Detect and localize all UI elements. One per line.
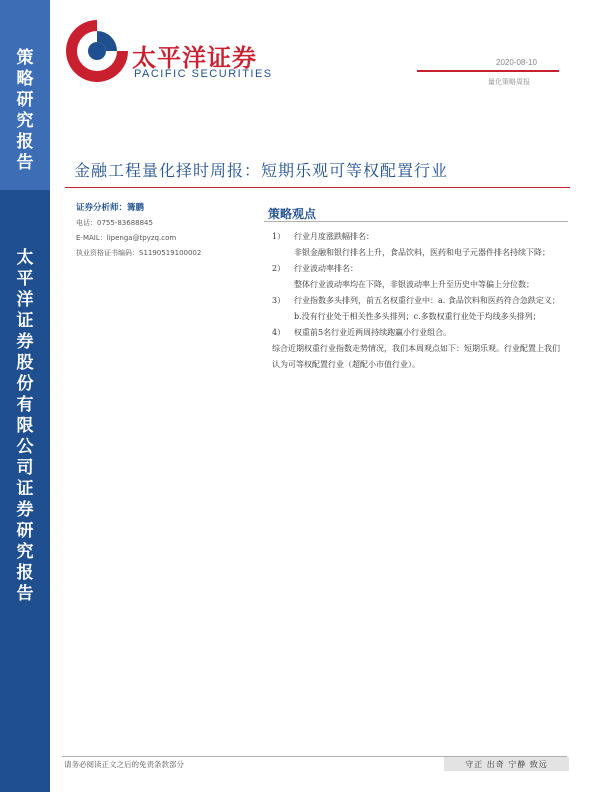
sidebar-char: 证: [16, 311, 34, 331]
sidebar-char: 洋: [16, 290, 34, 310]
company-motto: 守正 出奇 宁静 致远: [444, 757, 569, 771]
point-number: 2）: [272, 264, 286, 273]
list-item: [272, 325, 564, 341]
analyst-email[interactable]: E-MAIL：lipenga@tpyzq.com: [76, 234, 177, 242]
analyst-license: 执业资格证书编码：S1190519100002: [76, 249, 202, 257]
strategy-points: [272, 229, 564, 373]
sidebar-char: 研: [16, 90, 34, 110]
sidebar-char: 限: [16, 416, 34, 436]
pacific-logo-icon: [62, 16, 132, 86]
sidebar-char: 略: [16, 69, 34, 89]
sidebar-company-label: [0, 248, 50, 605]
sidebar-char: 究: [16, 111, 34, 131]
point-number: 3）: [272, 296, 286, 305]
sidebar-char: 有: [16, 395, 34, 415]
section-divider: [264, 221, 568, 222]
point-title: 行业指数多头排列，前五名权重行业中：a. 食品饮料和医药符合急跌定义；b.没有行业处于相关性多头排列；c.多数权重行业处于均线多头排列；: [294, 296, 560, 321]
page-title: 金融工程量化择时周报：短期乐观可等权配置行业: [74, 161, 449, 180]
sidebar-char: 报: [16, 563, 34, 583]
list-item: [272, 229, 564, 245]
sidebar-char: 份: [16, 374, 34, 394]
header-divider: [417, 70, 559, 72]
sidebar-char: 策: [16, 48, 34, 68]
analyst-info: [76, 201, 256, 263]
point-number: 4）: [272, 328, 286, 337]
section-heading: 策略观点: [268, 207, 317, 221]
logo-company-name: 太平洋证券: [132, 44, 257, 72]
sidebar-char: 告: [16, 584, 34, 604]
disclaimer-note: 请务必阅读正文之后的免责条款部分: [64, 760, 184, 769]
sidebar-char: 券: [16, 500, 34, 520]
point-detail: 非银金融和银行排名上升，食品饮料，医药和电子元器件排名持续下降；: [294, 248, 550, 257]
analyst-name: 证券分析师：篝鹏: [76, 203, 145, 213]
point-detail: 整体行业波动率均在下降，非银波动率上升至历史中等偏上分位数；: [294, 280, 534, 289]
report-date: 2020-08-10: [496, 58, 537, 67]
sidebar-char: 报: [16, 132, 34, 152]
sidebar-char: 司: [16, 458, 34, 478]
sidebar-char: 究: [16, 542, 34, 562]
sidebar-char: 证: [16, 479, 34, 499]
point-number: 1）: [272, 232, 286, 241]
list-item: [272, 293, 564, 325]
point-title: 行业波动率排名：: [294, 264, 358, 273]
sidebar-char: 太: [16, 248, 34, 268]
title-divider: [65, 187, 570, 188]
logo-company-english: PACIFIC SECURITIES: [134, 68, 273, 80]
sidebar-char: 公: [16, 437, 34, 457]
point-title: 行业月度涨跌幅排名：: [294, 232, 374, 241]
sidebar-char: 平: [16, 269, 34, 289]
sidebar-char: 券: [16, 332, 34, 352]
sidebar-char: 股: [16, 353, 34, 373]
analyst-phone: 电话：0755-83688845: [76, 219, 153, 227]
report-type: 量化策略周报: [488, 78, 530, 86]
list-item: [272, 261, 564, 277]
left-sidebar: [0, 0, 50, 792]
strategy-summary: 综合近期权重行业指数走势情况，我们本周观点如下：短期乐观。行业配置上我们认为可等权配置行业（超配小市值行业）。: [272, 344, 560, 369]
point-title: 权重前5名行业近两周持续跑赢小行业组合。: [294, 328, 452, 337]
sidebar-char: 告: [16, 153, 34, 173]
sidebar-report-category: [0, 48, 50, 174]
sidebar-char: 研: [16, 521, 34, 541]
